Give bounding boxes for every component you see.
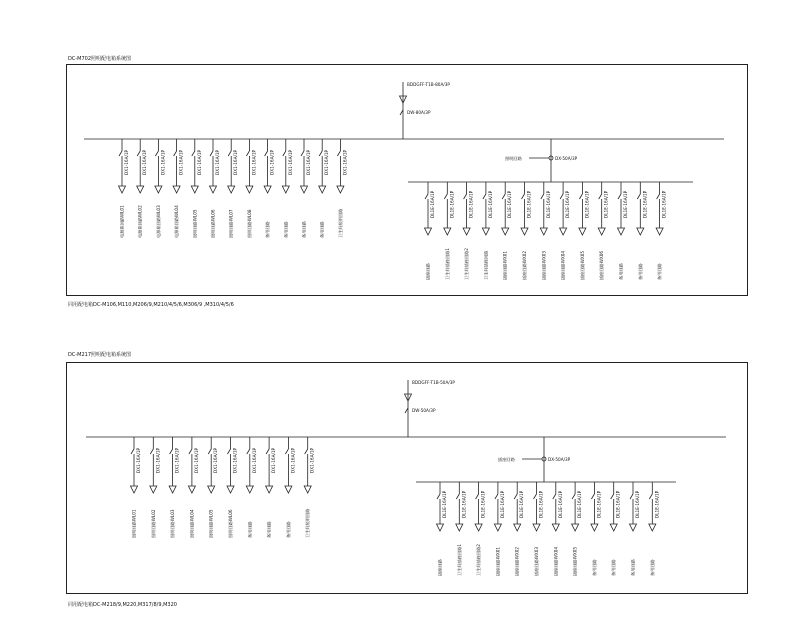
left_circuits-circuit-breaker-label: DX1-16A/1P xyxy=(290,447,296,473)
left_circuits-circuit-load-label: 备用回路 xyxy=(265,221,271,238)
right_circuits-circuit-breaker-label: DL1E-16A/1P xyxy=(545,190,551,218)
left_circuits-circuit-breaker-label: DX1-16A/1P xyxy=(324,149,330,175)
right_circuits-circuit-breaker-label: DL1E-16A/1P xyxy=(584,190,590,218)
diagram-1-footer: 同用配电箱DC-M106,M110,M206/9,M210/4/5/6,M306/9 ,M310/4/5/6 xyxy=(68,302,234,308)
right_circuits-circuit-breaker-symbol xyxy=(437,494,440,499)
left_circuits-circuit-breaker-label: DX1-16A/1P xyxy=(251,447,257,473)
right_circuits-circuit-load-label: 插座回路 xyxy=(425,263,431,280)
left_circuits-circuit-breaker-label: DX1-16A/1P xyxy=(309,447,315,473)
left_circuits-circuit-breaker-label: DX1-16A/1P xyxy=(196,149,202,175)
left_circuits-circuit-load-arrow xyxy=(227,486,234,493)
left_circuits-circuit-load-label: 照明回路WL04 xyxy=(189,509,195,538)
right_circuits-circuit-breaker-label: DL1E-16A/1P xyxy=(654,490,660,518)
left_circuits-circuit-breaker-symbol xyxy=(285,449,288,454)
left_circuits-circuit-load-arrow xyxy=(246,486,253,493)
right_circuits-circuit-breaker-symbol xyxy=(611,494,614,499)
right_circuits-circuit-breaker-label: DL1E-16A/1P xyxy=(577,490,583,518)
left_circuits-circuit-load-label: 电源箱回路WL04 xyxy=(174,205,180,238)
right_circuits-circuit-load-arrow xyxy=(591,524,598,531)
right_circuits-circuit-load-label: 备用回路 xyxy=(611,559,617,576)
right_circuits-circuit-load-label: 卫生间插座回路 xyxy=(483,250,489,280)
left_circuits-circuit-breaker-symbol xyxy=(247,449,250,454)
left_circuits-circuit-breaker-symbol xyxy=(266,449,269,454)
left_circuits-circuit-breaker-label: DX1-16A/1P xyxy=(269,149,275,175)
left_circuits-circuit-breaker-label: DX1-16A/1P xyxy=(193,447,199,473)
right_circuits-circuit-breaker-label: DL1E-16A/1P xyxy=(519,490,525,518)
right_circuits-circuit-breaker-symbol xyxy=(476,494,479,499)
right_circuits-circuit-load-label: 插座回路WX03 xyxy=(534,546,539,576)
left_circuits-circuit-load-arrow xyxy=(285,486,292,493)
left_circuits-circuit-breaker-symbol xyxy=(208,449,211,454)
left_circuits-circuit-breaker-label: DX1-16A/1P xyxy=(251,149,257,175)
right_circuits-circuit-breaker-label: DL1E-16A/1P xyxy=(430,190,435,218)
left_circuits-circuit-load-label: 卫生间照明回路 xyxy=(305,508,311,538)
left_circuits-circuit-breaker-label: DX1-16A/1P xyxy=(142,149,148,175)
right_circuits-circuit-breaker-label: DL1E-16A/1P xyxy=(442,490,447,518)
left_circuits-circuit-load-label: 照明回路WL05 xyxy=(192,209,198,238)
left_circuits-circuit-breaker-label: DX1-16A/1P xyxy=(155,447,161,473)
left_circuits-circuit-load-label: 照明回路WL08 xyxy=(246,209,252,238)
left_circuits-circuit-breaker-label: DX1-16A/1P xyxy=(124,149,129,175)
right_circuits-circuit-breaker-label: DL1E-16A/1P xyxy=(487,190,493,218)
right_circuits-circuit-load-label: 插座回路WX01 xyxy=(502,250,508,280)
right_circuits-circuit-load-label: 卫生间插座回路1 xyxy=(444,248,450,280)
right_circuits-circuit-breaker-label: DL1E-16A/1P xyxy=(468,190,474,218)
right_circuits-circuit-load-arrow xyxy=(456,524,463,531)
main-breaker-label: DW-80A/3P xyxy=(407,110,431,115)
right_circuits-circuit-load-arrow xyxy=(610,524,617,531)
left_circuits-circuit-breaker-symbol xyxy=(150,449,153,454)
right_circuits-circuit-breaker-label: DL1E-16A/1P xyxy=(499,490,505,518)
right_circuits-circuit-breaker-symbol xyxy=(572,494,575,499)
left_circuits-circuit-load-arrow xyxy=(208,486,215,493)
right_circuits-circuit-breaker-label: DL1E-16A/1P xyxy=(507,190,513,218)
left_circuits-circuit-load-label: 照明回路WL06 xyxy=(210,209,216,238)
left_circuits-circuit-breaker-symbol xyxy=(170,449,173,454)
left_circuits-circuit-breaker-label: DX1-16A/1P xyxy=(178,149,184,175)
right_circuits-circuit-load-label: 备用回路 xyxy=(630,559,636,576)
right_circuits-circuit-load-arrow xyxy=(630,524,637,531)
left_circuits-circuit-load-label: 照明回路WL07 xyxy=(228,209,234,238)
right_circuits-circuit-breaker-label: DL1E-16A/1P xyxy=(461,490,467,518)
left_circuits-circuit-breaker-label: DX1-16A/1P xyxy=(287,149,293,175)
left_circuits-circuit-load-label: 照明回路WL06 xyxy=(228,509,233,538)
incoming-cable-label: BDDGFF-T1B-80A/3P xyxy=(407,82,450,87)
right_circuits-circuit-load-arrow xyxy=(437,524,444,531)
right_circuits-circuit-breaker-symbol xyxy=(534,494,537,499)
right_circuits-circuit-breaker-symbol xyxy=(649,494,652,499)
right_circuits-circuit-load-label: 卫生间插座回路2 xyxy=(464,248,470,280)
left_circuits-circuit-breaker-label: DX1-16A/1P xyxy=(232,447,238,473)
left_circuits-circuit-load-label: 卫生间照明回路 xyxy=(337,208,343,238)
left_circuits-circuit-load-label: 备用回路 xyxy=(285,521,291,538)
right_circuits-circuit-load-label: 插座回路WX02 xyxy=(522,250,527,280)
main-breaker-symbol xyxy=(405,408,408,413)
right_circuits-circuit-load-arrow xyxy=(494,524,501,531)
right_circuits-circuit-load-arrow xyxy=(572,524,579,531)
left_circuits-circuit-breaker-label: DX1-16A/1P xyxy=(160,149,166,175)
right_circuits-circuit-breaker-label: DL1E-16A/1P xyxy=(596,490,602,518)
left_circuits-circuit-load-arrow xyxy=(266,486,273,493)
left_circuits-circuit-load-label: 照明回路WL05 xyxy=(208,509,214,538)
diagram-2-title: DC-M217照明配电箱系统图 xyxy=(68,352,132,358)
left_circuits-circuit-load-label: 备用回路 xyxy=(247,521,253,538)
right_circuits-circuit-load-label: 插座回路WX05 xyxy=(579,250,585,280)
right_circuits-circuit-breaker-label: DL1E-16A/1P xyxy=(642,190,648,218)
left_circuits-circuit-breaker-label: DX1-16A/1P xyxy=(342,149,348,175)
right_circuits-circuit-breaker-symbol xyxy=(591,494,594,499)
sub-breaker-label: DX-50A/3P xyxy=(548,457,571,462)
right_circuits-circuit-breaker-label: DL1E-16A/1P xyxy=(623,190,628,218)
left_circuits-circuit-load-arrow xyxy=(150,486,157,493)
right_circuits-circuit-breaker-symbol xyxy=(553,494,556,499)
left_circuits-circuit-breaker-label: DX1-16A/1P xyxy=(306,149,311,175)
right_circuits-circuit-load-label: 备用回路 xyxy=(591,559,597,576)
right_circuits-circuit-load-label: 卫生间插座回路1 xyxy=(456,544,462,576)
left_circuits-circuit-load-label: 照明回路WL02 xyxy=(150,509,156,538)
left_circuits-circuit-load-label: 备用回路 xyxy=(301,221,307,238)
left_circuits-circuit-breaker-symbol xyxy=(131,449,134,454)
left_circuits-circuit-load-label: 电源箱回路WL02 xyxy=(137,205,143,238)
main-breaker-label: DW-50A/3P xyxy=(412,408,436,413)
sub-feeder-label: 插座回路 xyxy=(498,457,515,462)
right_circuits-circuit-load-label: 插座回路WX06 xyxy=(599,250,605,280)
left_circuits-circuit-load-arrow xyxy=(304,486,311,493)
right_circuits-circuit-load-label: 备用回路 xyxy=(637,263,643,280)
right_circuits-circuit-load-arrow xyxy=(649,524,656,531)
left_circuits-circuit-load-label: 电源箱回路WL03 xyxy=(155,205,161,238)
left_circuits-circuit-breaker-label: DX1-16A/1P xyxy=(233,149,239,175)
right_circuits-circuit-load-label: 插座回路WX02 xyxy=(514,546,520,576)
right_circuits-circuit-breaker-symbol xyxy=(630,494,633,499)
right_circuits-circuit-breaker-symbol xyxy=(456,494,459,499)
left_circuits-circuit-breaker-label: DX1-16A/1P xyxy=(215,149,220,175)
sub-breaker-label: DX-50A/3P xyxy=(555,156,578,161)
left_circuits-circuit-breaker-symbol xyxy=(305,449,308,454)
right_circuits-circuit-breaker-label: DL1E-16A/1P xyxy=(603,190,609,218)
right_circuits-circuit-breaker-label: DL1E-16A/1P xyxy=(557,490,563,518)
sub-feeder-label: 照明回路 xyxy=(505,156,522,161)
right_circuits-circuit-breaker-label: DL1E-16A/1P xyxy=(538,490,544,518)
right_circuits-circuit-breaker-label: DL1E-16A/1P xyxy=(565,190,571,218)
left_circuits-circuit-load-label: 电源箱回路WL01 xyxy=(119,205,125,238)
right_circuits-circuit-load-arrow xyxy=(514,524,521,531)
right_circuits-circuit-load-label: 卫生间插座回路2 xyxy=(476,544,482,576)
left_circuits-circuit-load-label: 备用回路 xyxy=(319,221,325,238)
right_circuits-circuit-breaker-label: DL1E-16A/1P xyxy=(480,490,486,518)
right_circuits-circuit-breaker-label: DL1E-16A/1P xyxy=(615,490,621,518)
left_circuits-circuit-load-label: 备用回路 xyxy=(283,221,289,238)
right_circuits-circuit-load-label: 插座回路WX03 xyxy=(541,250,547,280)
right_circuits-circuit-load-label: 备用回路 xyxy=(649,559,655,576)
left_circuits-circuit-load-label: 照明回路WL01 xyxy=(131,509,137,538)
right_circuits-circuit-load-arrow xyxy=(533,524,540,531)
right_circuits-circuit-load-label: 备用回路 xyxy=(657,263,663,280)
diagram-2-footer: 同用配电箱DC-M218/9,M220,M317/8/9,M320 xyxy=(68,602,177,608)
left_circuits-circuit-breaker-symbol xyxy=(228,449,231,454)
left_circuits-circuit-breaker-symbol xyxy=(189,449,192,454)
right_circuits-circuit-breaker-symbol xyxy=(514,494,517,499)
right_circuits-circuit-load-arrow xyxy=(552,524,559,531)
left_circuits-circuit-breaker-label: DX1-16A/1P xyxy=(174,447,180,473)
right_circuits-circuit-breaker-label: DL1E-16A/1P xyxy=(449,190,455,218)
right_circuits-circuit-breaker-label: DL1E-16A/1P xyxy=(526,190,532,218)
left_circuits-circuit-load-arrow xyxy=(188,486,195,493)
left_circuits-circuit-load-label: 备用回路 xyxy=(266,521,272,538)
right_circuits-circuit-load-label: 备用回路 xyxy=(618,263,624,280)
right_circuits-circuit-load-label: 插座回路WX04 xyxy=(553,546,559,576)
left_circuits-circuit-breaker-label: DX1-16A/1P xyxy=(136,447,141,473)
right_circuits-circuit-breaker-label: DL1E-16A/1P xyxy=(635,490,640,518)
right_circuits-circuit-breaker-symbol xyxy=(495,494,498,499)
right_circuits-circuit-load-label: 插座回路WX05 xyxy=(572,546,578,576)
right_circuits-circuit-load-label: 插座回路 xyxy=(437,559,443,576)
left_circuits-circuit-load-arrow xyxy=(131,486,138,493)
diagram-1-title: DC-M702照明配电箱系统图 xyxy=(68,56,132,62)
right_circuits-circuit-breaker-label: DL1E-16A/1P xyxy=(661,190,667,218)
right_circuits-circuit-load-label: 插座回路WX01 xyxy=(495,546,501,576)
right_circuits-circuit-load-arrow xyxy=(475,524,482,531)
right_circuits-circuit-load-label: 插座回路WX04 xyxy=(560,250,566,280)
left_circuits-circuit-load-label: 照明回路WL03 xyxy=(170,509,176,538)
left_circuits-circuit-breaker-label: DX1-16A/1P xyxy=(271,447,277,473)
incoming-cable-label: BDDGFF-T1B-50A/3P xyxy=(412,380,455,385)
left_circuits-circuit-breaker-label: DX1-16A/1P xyxy=(213,447,219,473)
left_circuits-circuit-load-arrow xyxy=(169,486,176,493)
